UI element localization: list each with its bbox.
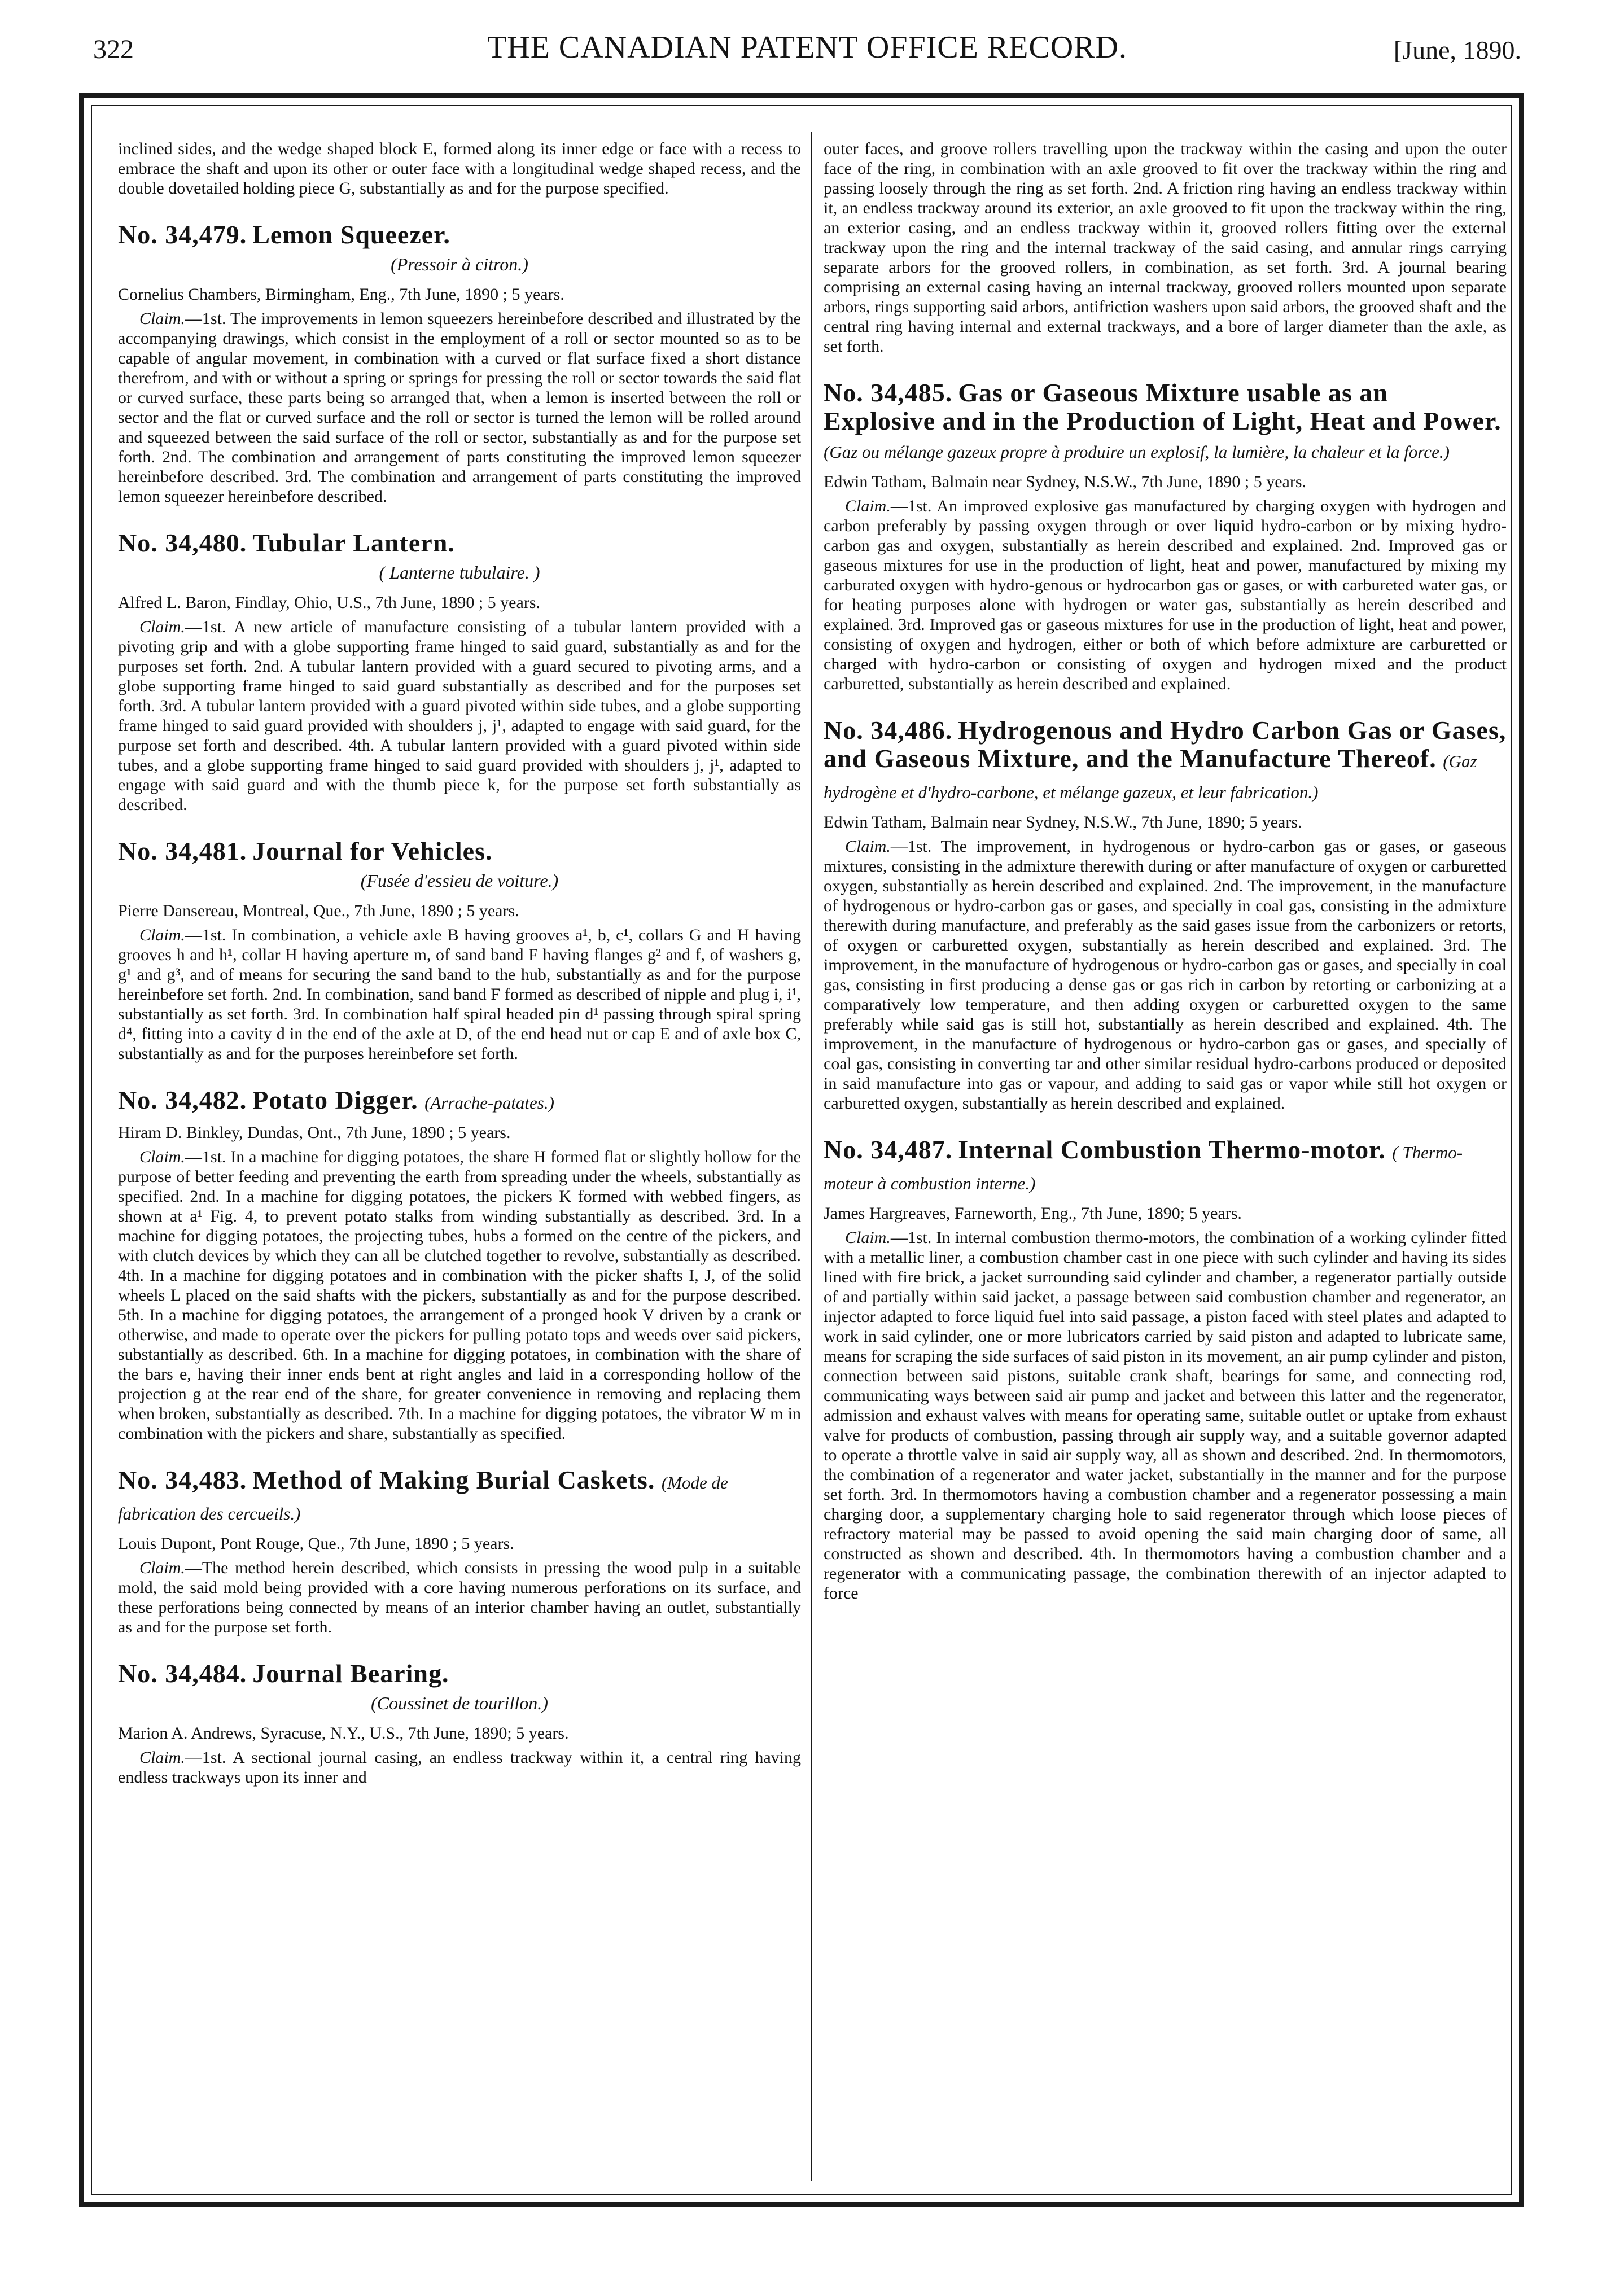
patent-number: No. 34,483.	[118, 1465, 247, 1494]
right-column	[824, 139, 1507, 2188]
patent-entry	[118, 221, 801, 506]
patent-entry	[824, 379, 1507, 694]
patent-entry	[118, 529, 801, 815]
continued-text: outer faces, and groove rollers travelling upon the trackway within the casing and upon the outer face of the ring, in combination with an axle grooved to fit over the trackway within the ring and passing loosely through the ring as set forth. 2nd. A friction ring having an endless trackway within it, an endless trackway around its exterior, an axle grooved to fit upon the trackway within the ring, an exterior casing, and an endless trackway within it, grooved rollers fitting over the external trackway upon the ring and the internal trackway of the said casing, and annular rings carrying separate arbors for the grooved rollers, in combination, as set forth. 3rd. A journal bearing comprising an external casing having an internal trackway, grooved rollers mounted upon separate arbors, rings supporting said arbors, antifriction washers upon said arbors, the grooved shaft and the central ring having internal and external trackways, and a bore of larger diameter than the axle, as set forth.	[824, 139, 1507, 356]
patent-number: No. 34,485.	[824, 378, 953, 407]
patent-entry	[824, 716, 1507, 1113]
french-title: (Arrache-patates.)	[424, 1093, 554, 1113]
french-title: ( Thermo-moteur à combustion interne.)	[824, 1142, 1463, 1193]
claim-body: —1st. In internal combustion thermo-motors, the combination of a working cylinder fitted with a metallic liner, a combustion chamber cast in one piece with such cylinder and having its sides lined with fire brick, a jacket surrounding said cylinder and chamber, a regenerator partially outside of and partially within said jacket, a passage between said combustion chamber and regenerator, an injector adapted to force liquid fuel into said passage, a piston faced with steel plates and adapted to work in said cylinder, one or more lubricators carried by said piston and adapted to lubricate same, means for scraping the side surfaces of said piston in its movement, an air pump cylinder and piston, connection between said pistons, suitable crank shaft, bearings for same, and connecting rod, communicating ways between said air pump and jacket and between this latter and the regenerator, admission and exhaust valves with means for operating same, suitable outlet or uptake from exhaust valve for products of combustion, passing through air supply way, and a suitable governor adapted to operate a throttle valve in said air supply way, all as shown and described. 2nd. In thermomotors, the combination of a regenerator and water jacket, substantially in the manner and for the purpose set forth. 3rd. In thermomotors having a combustion chamber and a regenerator possessing a main charging door, a supplementary charging hole to said regenerator through which loose pieces of refractory material may be passed to avoid opening the said main charging door of same, all constructed as shown and described. 4th. In thermomotors having a combustion chamber and a regenerator with a communicating passage, the combination therewith of an injector adapted to force	[824, 1228, 1507, 1603]
entry-heading	[118, 1086, 801, 1117]
patent-number: No. 34,481.	[118, 837, 247, 865]
claim-body: —1st. The improvements in lemon squeezers hereinbefore described and illustrated by the accompanying drawings, which consist in the employment of a roll or sector mounted so as to be capable of angular movement, in combination with a curved or flat surface fixed a short distance therefrom, and with or without a spring or springs for pressing the roll or sector towards the said flat or curved surface, these parts being so arranged that, when a lemon is inserted between the roll or sector and the flat or curved surface and the roll or sector is turned the lemon will be rolled around and squeezed between the said surface of the roll or sector, substantially as and for the purpose set forth. 2nd. The combination and arrangement of parts constituting the improved lemon squeezer hereinbefore described. 3rd. The combination and arrangement of parts constituting the improved lemon squeezer hereinbefore described.	[118, 309, 801, 506]
patent-entry	[118, 1466, 801, 1637]
claim-label: Claim.	[845, 1228, 891, 1247]
entry-heading	[118, 837, 801, 865]
claim-body: —1st. The improvement, in hydrogenous or hydro-carbon gas or gases, or gaseous mixtures, consisting in the admixture therewith during or after manufacture of oxygen or carburetted oxygen, substantially as herein described and explained. 2nd. The improvement, in the manufacture of hydrogenous or hydro-carbon gas or gases, and specially in coal gas, consisting in the admixture therewith during manufacture, and preferably as the said gases issue from the carbonizers or retorts, of oxygen or carburetted oxygen, substantially as herein described and explained. 3rd. The improvement, in the manufacture of hydrogenous or hydro-carbon gas or gases, and specially in coal gas, consisting in first producing a dense gas or gas rich in carbon by retorting or carbonizing at a comparatively low temperature, and then adding oxygen or carburetted oxygen to the same preferably while said gas is still hot, substantially as herein described and explained. 4th. The improvement, in the manufacture of hydrogenous or hydro-carbon gas or gases, and specially of coal gas, consisting in converting tar and other similar residual hydro-carbons produced or deposited in said manufacture into gas or vapour, and adding to said gas or vapor while still hot oxygen or carburetted oxygen, substantially as herein described and explained.	[824, 837, 1507, 1113]
claim-label: Claim.	[139, 309, 185, 328]
patent-title: Internal Combustion Thermo-motor.	[958, 1135, 1386, 1164]
page-header	[93, 29, 1521, 75]
claim-body: —1st. A new article of manufacture consisting of a tubular lantern provided with a pivoting grip and with a globe supporting frame hinged to said guard, substantially as and for the purposes set forth. 2nd. A tubular lantern provided with a guard secured to pivoting arms, and a globe supporting frame hinged to said guard substantially as described and for the purposes set forth. 3rd. A tubular lantern provided with a guard pivoted within side tubes, and a globe supporting frame hinged to said guard provided with shoulders j, j¹, adapted to engage with said guard, for the purpose set forth and described. 4th. A tubular lantern provided with a guard pivoted within side tubes, and a globe supporting frame hinged to said guard provided with shoulders j, j¹, adapted to engage with said guard and with the thumb piece k, for the purpose set forth substantially as described.	[118, 618, 801, 814]
claim	[118, 309, 801, 506]
claim-label: Claim.	[845, 837, 891, 856]
french-title: (Gaz ou mélange gazeux propre à produire un explosif, la lumière, la chaleur et la force.)	[824, 442, 1450, 462]
claim	[118, 1748, 801, 1787]
patentee: Marion A. Andrews, Syracuse, N.Y., U.S., 7th June, 1890; 5 years.	[118, 1724, 569, 1743]
patent-title: Journal Bearing.	[252, 1659, 449, 1688]
claim-label: Claim.	[845, 497, 891, 515]
entry-heading	[118, 529, 801, 557]
french-title: (Gaz hydrogène et d'hydro-carbone, et mélange gazeux, et leur fabrication.)	[824, 751, 1477, 802]
entry-heading	[824, 379, 1507, 466]
claim-label: Claim.	[139, 1559, 185, 1577]
patent-title: Method of Making Burial Caskets.	[252, 1465, 655, 1494]
patentee: Edwin Tatham, Balmain near Sydney, N.S.W., 7th June, 1890; 5 years.	[824, 813, 1302, 831]
claim	[118, 1147, 801, 1443]
claim	[824, 837, 1507, 1113]
patent-number: No. 34,480.	[118, 528, 247, 557]
page-frame	[79, 93, 1524, 2207]
patentee: James Hargreaves, Farneworth, Eng., 7th June, 1890; 5 years.	[824, 1204, 1242, 1223]
claim-body: —1st. A sectional journal casing, an endless trackway within it, a central ring having endless trackways upon its inner and	[118, 1748, 801, 1787]
patent-title: Gas or Gaseous Mixture usable as an Explosive and in the Production of Light, Heat and Power.	[824, 378, 1502, 435]
patent-number: No. 34,479.	[118, 220, 247, 249]
patent-title: Tubular Lantern.	[252, 528, 455, 557]
patent-number: No. 34,487.	[824, 1135, 953, 1164]
claim-label: Claim.	[139, 926, 185, 944]
patentee: Louis Dupont, Pont Rouge, Que., 7th June, 1890 ; 5 years.	[118, 1534, 514, 1553]
patent-title: Journal for Vehicles.	[252, 837, 493, 865]
claim	[118, 925, 801, 1063]
patent-entry	[824, 1136, 1507, 1603]
page-number: 322	[93, 34, 134, 64]
patentee: Cornelius Chambers, Birmingham, Eng., 7th June, 1890 ; 5 years.	[118, 285, 564, 304]
patent-entry	[118, 1086, 801, 1443]
patent-title: Potato Digger.	[252, 1085, 418, 1114]
french-title: ( Lanterne tubulaire. )	[379, 562, 540, 583]
patentee: Edwin Tatham, Balmain near Sydney, N.S.W., 7th June, 1890 ; 5 years.	[824, 472, 1306, 491]
claim-body: —1st. In a machine for digging potatoes, the share H formed flat or slightly hollow for the purpose of better feeding and preventing the earth from spreading under the wheels, substantially as specified. 2nd. In a machine for digging potatoes, the pickers K formed with webbed fingers, as shown at a¹ Fig. 4, to prevent potato stalks from winding substantially as described. 3rd. In a machine for digging potatoes, the projecting tubes, hubs a formed on the centre of the pickers, and with clutch devices by which they can all be clutched together to revolve, substantially as described. 4th. In a machine for digging potatoes and in combination with the picker shafts I, J, of the solid wheels L placed on the said shafts with the pickers, substantially as and for the purpose described. 5th. In a machine for digging potatoes, the arrangement of a pronged hook V driven by a crank or otherwise, and made to operate over the pickers for pulling potato tops and weeds over said pickers, substantially as described. 6th. In a machine for digging potatoes, in combination with the share of the bars e, having their inner ends bent at right angles and laid in a corresponding hollow of the projection g at the rear end of the share, for greater convenience in removing and replacing them when broken, substantially as described. 7th. In a machine for digging potatoes, the vibrator W m in combination with the pickers and share, substantially as specified.	[118, 1148, 801, 1443]
claim	[118, 1558, 801, 1637]
entry-heading	[824, 716, 1507, 807]
claim	[118, 617, 801, 815]
entry-heading	[118, 1660, 801, 1688]
entry-heading	[118, 1466, 801, 1528]
patent-number: No. 34,484.	[118, 1659, 247, 1688]
french-title: (Mode de fabrication des cercueils.)	[118, 1473, 728, 1524]
claim-label: Claim.	[139, 1148, 185, 1166]
continued-text: inclined sides, and the wedge shaped block E, formed along its inner edge or face with a recess to embrace the shaft and upon its other or outer face with a longitudinal wedge shaped recess, and the double dovetailed holding piece G, substantially as and for the purpose specified.	[118, 139, 801, 198]
patent-entry	[118, 1660, 801, 1787]
patentee: Pierre Dansereau, Montreal, Que., 7th June, 1890 ; 5 years.	[118, 901, 519, 920]
claim-label: Claim.	[139, 1748, 185, 1767]
publication-title: THE CANADIAN PATENT OFFICE RECORD.	[487, 30, 1127, 65]
column-divider	[811, 132, 812, 2181]
claim-body: —1st. An improved explosive gas manufactured by charging oxygen with hydrogen and carbon preferably by passing oxygen through or over liquid hydro-carbon or by mixing hydro-carbon gas and oxygen, substantially as herein described and explained. 2nd. Improved gas or gaseous mixtures for use in the production of light, heat and power, manufactured by mixing my carburated oxygen with hydro-genous or hydrocarbon gas or gases, or with carbureted water gas, or for heating purposes alone with hydrogen or water gas, substantially as herein described and explained. 3rd. Improved gas or gaseous mixtures for use in the production of light, heat and power, consisting of oxygen and hydrogen, either or both of which before admixture are carburetted or charged with hydro-carbon or consisting of oxygen and hydrogen mixed and the product carburetted, substantially as herein described and explained.	[824, 497, 1507, 693]
patent-entry	[118, 837, 801, 1063]
french-title: (Pressoir à citron.)	[391, 254, 528, 274]
claim-body: —The method herein described, which consists in pressing the wood pulp in a suitable mold, the said mold being provided with a core having numerous perforations on its surface, and these perforations being connected by means of an interior chamber having an outlet, substantially as and for the purpose set forth.	[118, 1559, 801, 1636]
patent-title: Lemon Squeezer.	[252, 220, 450, 249]
entry-heading	[824, 1136, 1507, 1198]
french-title: (Fusée d'essieu de voiture.)	[360, 870, 559, 891]
left-column	[118, 139, 801, 2188]
french-title: (Coussinet de tourillon.)	[371, 1693, 548, 1713]
claim	[824, 1228, 1507, 1603]
issue-date: [June, 1890.	[1393, 36, 1521, 64]
patent-title: Hydrogenous and Hydro Carbon Gas or Gases, and Gaseous Mixture, and the Manufacture Thereof.	[824, 716, 1507, 773]
claim-label: Claim.	[139, 618, 185, 636]
patent-number: No. 34,486.	[824, 716, 953, 745]
entry-heading	[118, 221, 801, 249]
patentee: Alfred L. Baron, Findlay, Ohio, U.S., 7th June, 1890 ; 5 years.	[118, 593, 540, 612]
patentee: Hiram D. Binkley, Dundas, Ont., 7th June, 1890 ; 5 years.	[118, 1123, 511, 1142]
claim-body: —1st. In combination, a vehicle axle B having grooves a¹, b, c¹, collars G and H having grooves h and h¹, collar H having aperture m, of sand band F having flanges g² and f, of washers g, g¹ and g³, and of means for securing the sand band to the hub, substantially as and for the purpose hereinbefore set forth. 2nd. In combination, sand band F formed as described of nipple and plug i, i¹, substantially as set forth. 3rd. In combination half spiral headed pin d¹ passing through spiral spring d⁴, fitting into a cavity d in the end of the axle at D, of the end head nut or cap E and of axle box C, substantially as and for the purposes hereinbefore set forth.	[118, 926, 801, 1063]
patent-number: No. 34,482.	[118, 1085, 247, 1114]
claim	[824, 496, 1507, 694]
